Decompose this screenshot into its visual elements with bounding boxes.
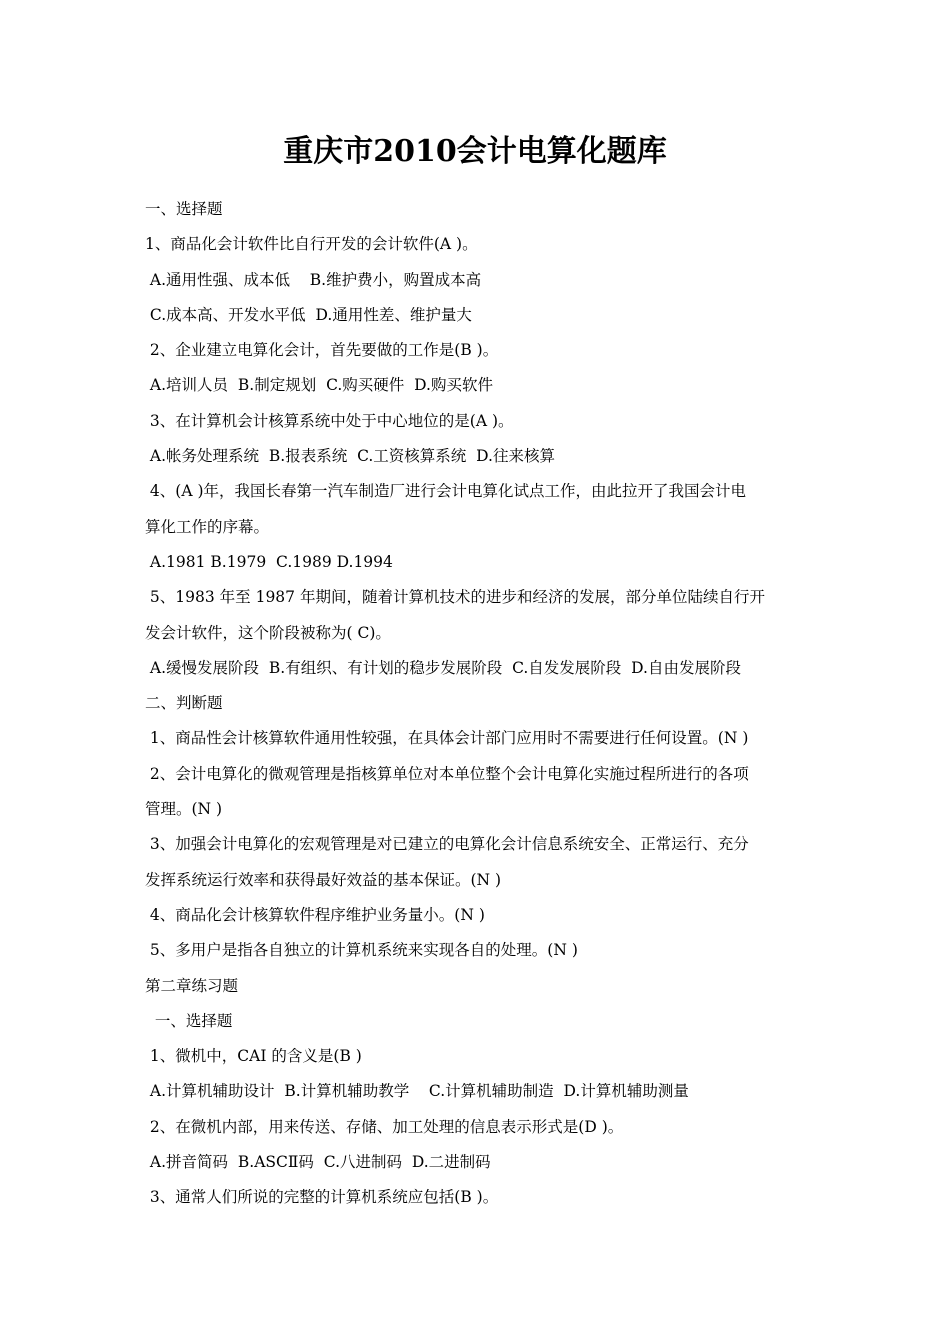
document-body [145,192,810,1216]
text-line: 5、多用户是指各自独立的计算机系统来实现各自的处理。(N ) [145,941,578,960]
text-line: 第二章练习题 [145,976,239,995]
text-line: 1、商品化会计软件比自行开发的会计软件(A )。 [145,235,478,254]
text-line: 2、企业建立电算化会计，首先要做的工作是(B )。 [145,341,499,360]
text-line: A.1981 B.1979 C.1989 D.1994 [145,552,393,571]
text-line: 1、商品性会计核算软件通用性较强，在具体会计部门应用时不需要进行任何设置。(N ) [145,729,749,748]
text-line: 4、商品化会计核算软件程序维护业务量小。(N ) [145,905,485,924]
text-line: A.通用性强、成本低 B.维护费小，购置成本高 [145,270,482,289]
text-line: 算化工作的序幕。 [145,517,270,536]
text-line: 发挥系统运行效率和获得最好效益的基本保证。(N ) [145,870,502,889]
text-line: 一、选择题 [145,1011,233,1030]
text-line: 4、(A )年，我国长春第一汽车制造厂进行会计电算化试点工作，由此拉开了我国会计电 [145,482,747,501]
text-line: 2、在微机内部，用来传送、存储、加工处理的信息表示形式是(D )。 [145,1117,624,1136]
text-line: 发会计软件，这个阶段被称为( C)。 [145,623,391,642]
text-line: C.成本高、开发水平低 D.通用性差、维护量大 [145,305,472,324]
text-line: 二、判断题 [145,694,223,713]
text-line: 3、通常人们所说的完整的计算机系统应包括(B )。 [145,1188,499,1207]
text-line: A.计算机辅助设计 B.计算机辅助教学 C.计算机辅助制造 D.计算机辅助测量 [145,1082,689,1101]
text-line: 3、加强会计电算化的宏观管理是对已建立的电算化会计信息系统安全、正常运行、充分 [145,835,749,854]
text-line: A.培训人员 B.制定规划 C.购买硬件 D.购买软件 [145,376,493,395]
text-line: 1、微机中，CAI 的含义是(B ) [145,1047,362,1066]
text-line: A.缓慢发展阶段 B.有组织、有计划的稳步发展阶段 C.自发发展阶段 D.自由发展阶段 [145,658,741,677]
text-line: 管理。(N ) [145,800,223,819]
text-line: A.拼音简码 B.ASCⅡ码 C.八进制码 D.二进制码 [145,1153,491,1172]
text-line: 5、1983 年至 1987 年期间，随着计算机技术的进步和经济的发展，部分单位陆续自行开 [145,588,765,607]
text-line: 3、在计算机会计核算系统中处于中心地位的是(A )。 [145,411,514,430]
text-line: 2、会计电算化的微观管理是指核算单位对本单位整个会计电算化实施过程所进行的各项 [145,764,749,783]
text-line: A.帐务处理系统 B.报表系统 C.工资核算系统 D.往来核算 [145,447,555,466]
text-line: 一、选择题 [145,200,223,218]
document-title: 重庆市2010会计电算化题库 [283,134,667,169]
